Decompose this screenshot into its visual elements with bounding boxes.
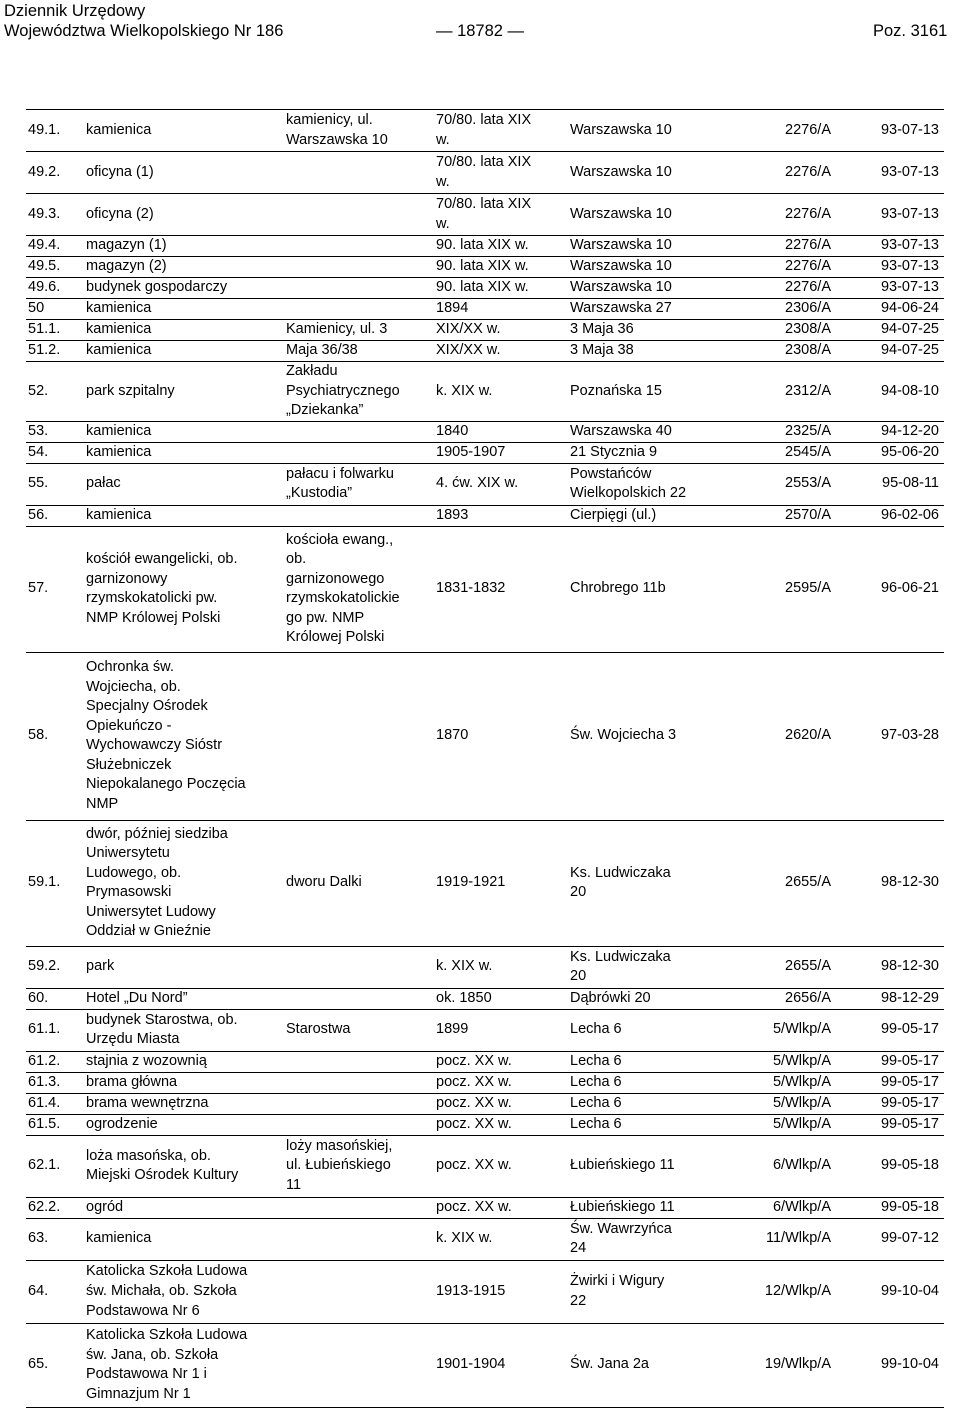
entry-date-cell: 99-10-04 [836,1323,944,1407]
register-number-cell: 2276/A [726,194,836,236]
object-name-cell: kamienica [84,320,284,341]
object-name-cell: kamienica [84,442,284,463]
former-name-cell [284,194,434,236]
entry-number-cell: 61.1. [26,1009,84,1051]
entry-date-cell: 99-05-18 [836,1197,944,1218]
object-name-cell: kamienica [84,421,284,442]
address-cell: Warszawska 10 [568,257,726,278]
former-name-cell [284,988,434,1009]
register-number-cell: 2276/A [726,257,836,278]
address-cell: Warszawska 10 [568,278,726,299]
journal-subtitle: Województwa Wielkopolskiego Nr 186 [4,22,284,40]
object-name-cell: stajnia z wozownią [84,1051,284,1072]
entry-date-cell: 99-05-18 [836,1135,944,1197]
register-number-cell: 2553/A [726,463,836,505]
object-name-cell: Hotel „Du Nord” [84,988,284,1009]
entry-date-cell: 99-10-04 [836,1260,944,1323]
construction-date-cell: 1893 [434,505,568,526]
entry-date-cell: 99-05-17 [836,1114,944,1135]
entry-number-cell: 56. [26,505,84,526]
address-cell: Lecha 6 [568,1093,726,1114]
object-name-cell: kamienica [84,341,284,362]
register-number-cell: 2276/A [726,110,836,152]
register-number-cell: 19/Wlkp/A [726,1323,836,1407]
table-row [26,1072,944,1093]
address-cell: Św. Jana 2a [568,1323,726,1407]
construction-date-cell: XIX/XX w. [434,320,568,341]
entry-date-cell: 95-08-11 [836,463,944,505]
entry-number-cell: 49.6. [26,278,84,299]
object-name-cell: park [84,946,284,988]
address-cell: Poznańska 15 [568,362,726,422]
construction-date-cell: k. XIX w. [434,1218,568,1260]
construction-date-cell: 90. lata XIX w. [434,257,568,278]
table-row [26,194,944,236]
former-name-cell [284,152,434,194]
table-row [26,341,944,362]
monuments-register-table [26,109,944,1408]
table-row [26,152,944,194]
address-cell: 3 Maja 38 [568,341,726,362]
object-name-cell: magazyn (2) [84,257,284,278]
construction-date-cell: 70/80. lata XIX w. [434,110,568,152]
construction-date-cell: pocz. XX w. [434,1051,568,1072]
address-cell: Warszawska 40 [568,421,726,442]
construction-date-cell: k. XIX w. [434,362,568,422]
entry-number-cell: 57. [26,526,84,652]
entry-number-cell: 61.5. [26,1114,84,1135]
register-number-cell: 2306/A [726,299,836,320]
entry-date-cell: 96-02-06 [836,505,944,526]
register-number-cell: 2325/A [726,421,836,442]
entry-number-cell: 49.3. [26,194,84,236]
register-number-cell: 2545/A [726,442,836,463]
entry-number-cell: 62.1. [26,1135,84,1197]
address-cell: Chrobrego 11b [568,526,726,652]
object-name-cell: dwór, później siedziba Uniwersytetu Ludowego, ob. Prymasowski Uniwersytet Ludowy Oddział w Gnieźnie [84,820,284,946]
register-number-cell: 5/Wlkp/A [726,1114,836,1135]
entry-date-cell: 95-06-20 [836,442,944,463]
entry-number-cell: 52. [26,362,84,422]
entry-number-cell: 51.2. [26,341,84,362]
register-number-cell: 11/Wlkp/A [726,1218,836,1260]
construction-date-cell: 70/80. lata XIX w. [434,152,568,194]
construction-date-cell: 1870 [434,652,568,820]
object-name-cell: kamienica [84,299,284,320]
address-cell: Lecha 6 [568,1009,726,1051]
address-cell: Lecha 6 [568,1114,726,1135]
entry-number-cell: 50 [26,299,84,320]
former-name-cell [284,946,434,988]
construction-date-cell: ok. 1850 [434,988,568,1009]
table-row [26,1009,944,1051]
table-row [26,257,944,278]
object-name-cell: Ochronka św. Wojciecha, ob. Specjalny Ośrodek Opiekuńczo - Wychowawczy Sióstr Służebniczek Niepokalanego Poczęcia NMP [84,652,284,820]
register-number-cell: 2276/A [726,152,836,194]
register-number-cell: 6/Wlkp/A [726,1135,836,1197]
entry-date-cell: 99-07-12 [836,1218,944,1260]
table-row [26,988,944,1009]
object-name-cell: ogrodzenie [84,1114,284,1135]
former-name-cell [284,1072,434,1093]
page-number: — 18782 — [436,22,525,40]
table-row [26,526,944,652]
register-number-cell: 2655/A [726,946,836,988]
entry-date-cell: 96-06-21 [836,526,944,652]
address-cell: Warszawska 27 [568,299,726,320]
entry-number-cell: 55. [26,463,84,505]
register-number-cell: 12/Wlkp/A [726,1260,836,1323]
object-name-cell: budynek Starostwa, ob. Urzędu Miasta [84,1009,284,1051]
entry-date-cell: 93-07-13 [836,278,944,299]
address-cell: Żwirki i Wigury 22 [568,1260,726,1323]
object-name-cell: oficyna (1) [84,152,284,194]
object-name-cell: brama główna [84,1072,284,1093]
former-name-cell: Zakładu Psychiatrycznego „Dziekanka” [284,362,434,422]
object-name-cell: Katolicka Szkoła Ludowa św. Jana, ob. Szkoła Podstawowa Nr 1 i Gimnazjum Nr 1 [84,1323,284,1407]
table-row [26,652,944,820]
former-name-cell: Kamienicy, ul. 3 [284,320,434,341]
address-cell: Warszawska 10 [568,110,726,152]
construction-date-cell: pocz. XX w. [434,1135,568,1197]
address-cell: Warszawska 10 [568,152,726,194]
table-row [26,1260,944,1323]
register-number-cell: 2656/A [726,988,836,1009]
address-cell: 3 Maja 36 [568,320,726,341]
former-name-cell [284,1197,434,1218]
entry-number-cell: 58. [26,652,84,820]
entry-number-cell: 53. [26,421,84,442]
entry-date-cell: 93-07-13 [836,257,944,278]
entry-number-cell: 64. [26,1260,84,1323]
construction-date-cell: 1894 [434,299,568,320]
register-number-cell: 2312/A [726,362,836,422]
entry-date-cell: 94-06-24 [836,299,944,320]
table-row [26,1135,944,1197]
table-row [26,278,944,299]
register-number-cell: 2595/A [726,526,836,652]
former-name-cell [284,257,434,278]
entry-number-cell: 49.2. [26,152,84,194]
table-row [26,1114,944,1135]
entry-number-cell: 59.1. [26,820,84,946]
object-name-cell: park szpitalny [84,362,284,422]
former-name-cell [284,505,434,526]
register-number-cell: 2655/A [726,820,836,946]
former-name-cell: kościoła ewang., ob. garnizonowego rzymskokatolickie go pw. NMP Królowej Polski [284,526,434,652]
entry-date-cell: 98-12-29 [836,988,944,1009]
address-cell: Warszawska 10 [568,194,726,236]
entry-date-cell: 99-05-17 [836,1051,944,1072]
construction-date-cell: 90. lata XIX w. [434,236,568,257]
register-number-cell: 2308/A [726,341,836,362]
table-row [26,1218,944,1260]
register-number-cell: 2620/A [726,652,836,820]
entry-number-cell: 49.1. [26,110,84,152]
address-cell: Cierpięgi (ul.) [568,505,726,526]
entry-date-cell: 98-12-30 [836,946,944,988]
entry-number-cell: 60. [26,988,84,1009]
object-name-cell: ogród [84,1197,284,1218]
position-number: Poz. 3161 [873,22,948,40]
former-name-cell: Maja 36/38 [284,341,434,362]
object-name-cell: brama wewnętrzna [84,1093,284,1114]
entry-date-cell: 97-03-28 [836,652,944,820]
former-name-cell [284,1114,434,1135]
address-cell: Ks. Ludwiczaka 20 [568,820,726,946]
entry-number-cell: 51.1. [26,320,84,341]
former-name-cell [284,236,434,257]
table-row [26,820,944,946]
former-name-cell [284,1260,434,1323]
former-name-cell: kamienicy, ul. Warszawska 10 [284,110,434,152]
entry-number-cell: 61.3. [26,1072,84,1093]
object-name-cell: kamienica [84,1218,284,1260]
address-cell: Św. Wawrzyńca 24 [568,1218,726,1260]
construction-date-cell: XIX/XX w. [434,341,568,362]
entry-number-cell: 63. [26,1218,84,1260]
register-number-cell: 2308/A [726,320,836,341]
entry-number-cell: 61.4. [26,1093,84,1114]
entry-date-cell: 94-07-25 [836,341,944,362]
address-cell: Lecha 6 [568,1072,726,1093]
former-name-cell [284,1323,434,1407]
former-name-cell: loży masońskiej, ul. Łubieńskiego 11 [284,1135,434,1197]
address-cell: Powstańców Wielkopolskich 22 [568,463,726,505]
construction-date-cell: 1840 [434,421,568,442]
object-name-cell: oficyna (2) [84,194,284,236]
construction-date-cell: pocz. XX w. [434,1114,568,1135]
object-name-cell: Katolicka Szkoła Ludowa św. Michała, ob. Szkoła Podstawowa Nr 6 [84,1260,284,1323]
former-name-cell [284,1051,434,1072]
entry-date-cell: 94-07-25 [836,320,944,341]
construction-date-cell: 1901-1904 [434,1323,568,1407]
object-name-cell: kościół ewangelicki, ob. garnizonowy rzymskokatolicki pw. NMP Królowej Polski [84,526,284,652]
entry-number-cell: 54. [26,442,84,463]
address-cell: Św. Wojciecha 3 [568,652,726,820]
address-cell: Warszawska 10 [568,236,726,257]
entry-date-cell: 99-05-17 [836,1009,944,1051]
former-name-cell [284,278,434,299]
entry-date-cell: 93-07-13 [836,194,944,236]
entry-date-cell: 93-07-13 [836,110,944,152]
construction-date-cell: 1905-1907 [434,442,568,463]
former-name-cell [284,299,434,320]
former-name-cell: pałacu i folwarku „Kustodia” [284,463,434,505]
construction-date-cell: pocz. XX w. [434,1072,568,1093]
table-row [26,442,944,463]
address-cell: Łubieńskiego 11 [568,1197,726,1218]
journal-title: Dziennik Urzędowy [4,2,146,20]
former-name-cell [284,421,434,442]
construction-date-cell: 90. lata XIX w. [434,278,568,299]
entry-date-cell: 99-05-17 [836,1093,944,1114]
construction-date-cell: 4. ćw. XIX w. [434,463,568,505]
entry-number-cell: 62.2. [26,1197,84,1218]
object-name-cell: pałac [84,463,284,505]
entry-number-cell: 65. [26,1323,84,1407]
table-row [26,421,944,442]
register-number-cell: 5/Wlkp/A [726,1093,836,1114]
register-number-cell: 5/Wlkp/A [726,1009,836,1051]
register-number-cell: 6/Wlkp/A [726,1197,836,1218]
object-name-cell: budynek gospodarczy [84,278,284,299]
register-number-cell: 5/Wlkp/A [726,1051,836,1072]
former-name-cell [284,442,434,463]
object-name-cell: kamienica [84,505,284,526]
construction-date-cell: pocz. XX w. [434,1197,568,1218]
entry-date-cell: 98-12-30 [836,820,944,946]
register-number-cell: 2276/A [726,236,836,257]
entry-number-cell: 49.5. [26,257,84,278]
table-row [26,362,944,422]
address-cell: Dąbrówki 20 [568,988,726,1009]
table-row [26,1197,944,1218]
table-row [26,110,944,152]
entry-number-cell: 61.2. [26,1051,84,1072]
construction-date-cell: 1831-1832 [434,526,568,652]
table-row [26,236,944,257]
construction-date-cell: k. XIX w. [434,946,568,988]
entry-date-cell: 93-07-13 [836,152,944,194]
construction-date-cell: 70/80. lata XIX w. [434,194,568,236]
table-row [26,1323,944,1407]
former-name-cell: Starostwa [284,1009,434,1051]
table-row [26,1093,944,1114]
entry-date-cell: 99-05-17 [836,1072,944,1093]
object-name-cell: kamienica [84,110,284,152]
table-row [26,320,944,341]
construction-date-cell: 1919-1921 [434,820,568,946]
construction-date-cell: pocz. XX w. [434,1093,568,1114]
entry-date-cell: 93-07-13 [836,236,944,257]
construction-date-cell: 1899 [434,1009,568,1051]
table-row [26,299,944,320]
entry-number-cell: 49.4. [26,236,84,257]
entry-number-cell: 59.2. [26,946,84,988]
address-cell: 21 Stycznia 9 [568,442,726,463]
object-name-cell: magazyn (1) [84,236,284,257]
entry-date-cell: 94-08-10 [836,362,944,422]
former-name-cell: dworu Dalki [284,820,434,946]
address-cell: Lecha 6 [568,1051,726,1072]
table-row [26,946,944,988]
address-cell: Łubieńskiego 11 [568,1135,726,1197]
table-row [26,505,944,526]
construction-date-cell: 1913-1915 [434,1260,568,1323]
address-cell: Ks. Ludwiczaka 20 [568,946,726,988]
register-number-cell: 2570/A [726,505,836,526]
register-number-cell: 2276/A [726,278,836,299]
register-number-cell: 5/Wlkp/A [726,1072,836,1093]
table-row [26,1051,944,1072]
table-row [26,463,944,505]
former-name-cell [284,1093,434,1114]
former-name-cell [284,652,434,820]
entry-date-cell: 94-12-20 [836,421,944,442]
object-name-cell: loża masońska, ob. Miejski Ośrodek Kultury [84,1135,284,1197]
former-name-cell [284,1218,434,1260]
